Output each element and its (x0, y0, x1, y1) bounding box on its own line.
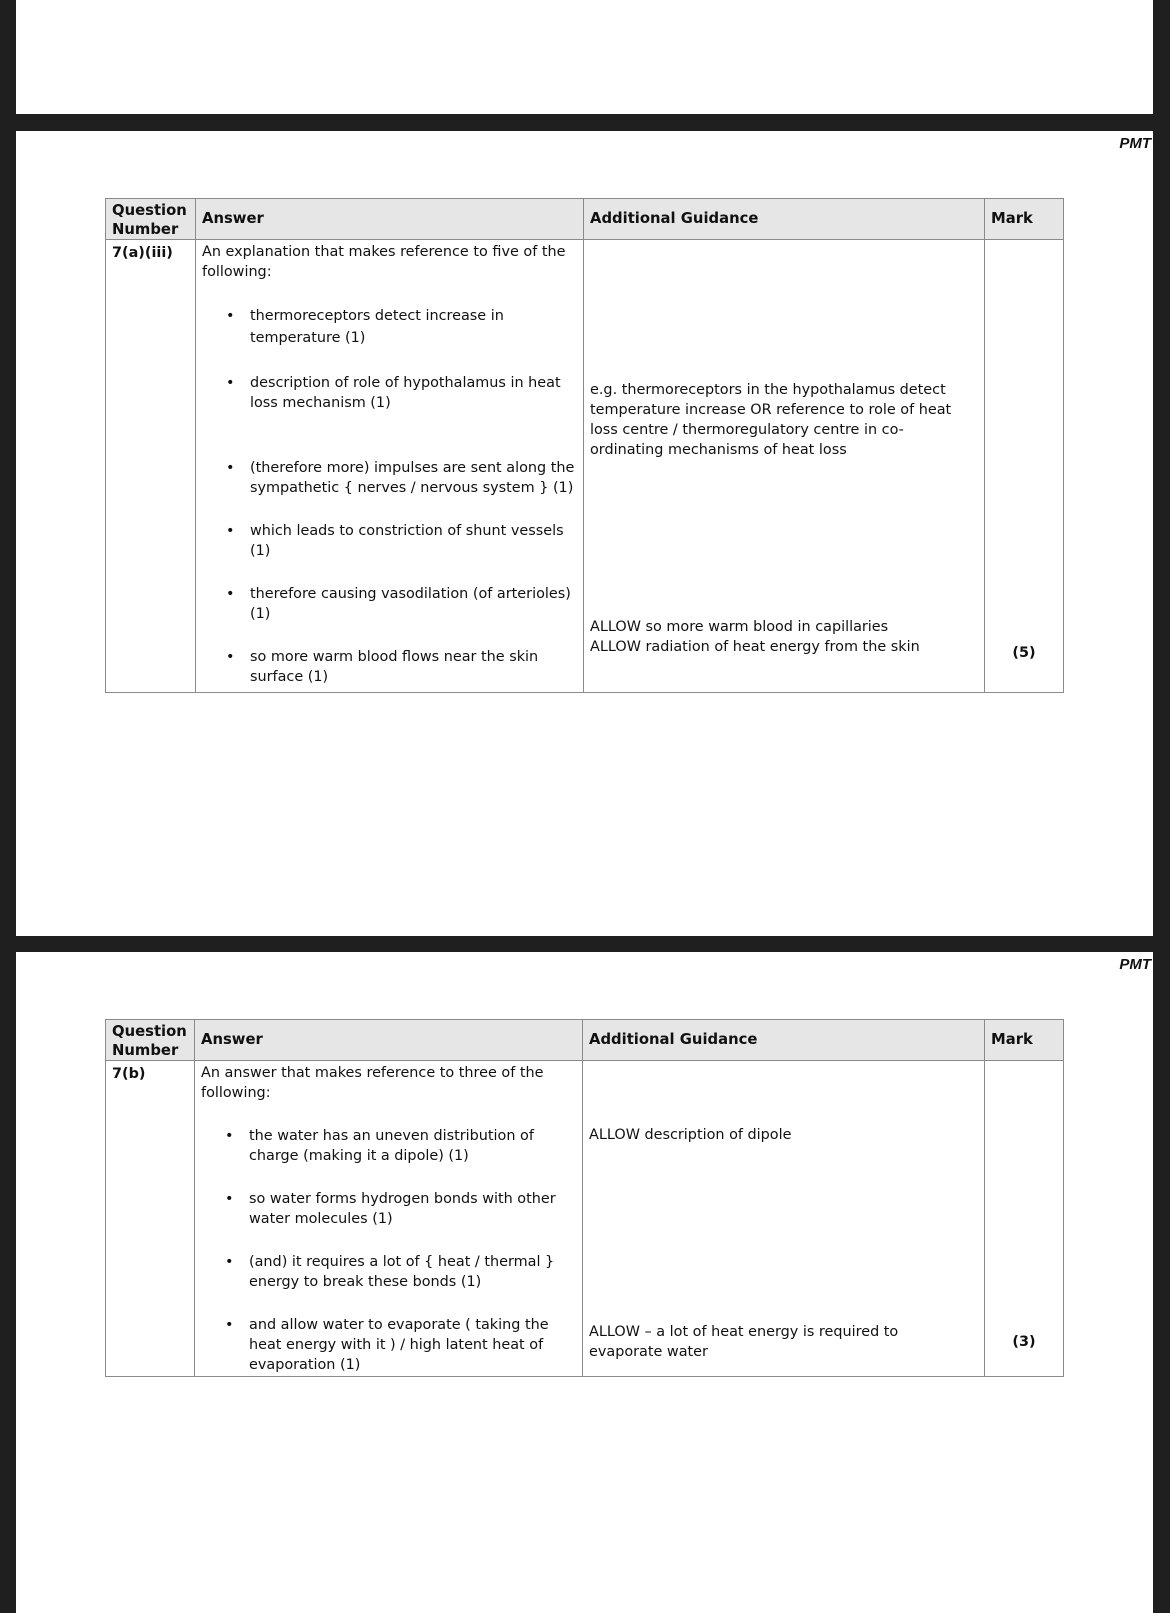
header-mark: Mark (985, 1020, 1064, 1061)
list-item: • thermoreceptors detect increase in temperature (1) (202, 305, 577, 349)
header-additional-guidance: Additional Guidance (583, 1020, 985, 1061)
answer-cell (195, 1061, 583, 1377)
guidance-evaporate: ALLOW – a lot of heat energy is required to evaporate water (589, 1324, 899, 1360)
page-7a-iii (16, 131, 1153, 936)
list-item: • so water forms hydrogen bonds with other water molecules (1) (201, 1189, 576, 1229)
mark-value: (3) (1012, 1334, 1036, 1350)
guidance-cell (583, 1061, 985, 1377)
guidance-radiation: ALLOW radiation of heat energy from the skin (590, 639, 920, 655)
header-question-number: Question Number (106, 1020, 195, 1061)
mark-cell (985, 240, 1064, 693)
list-item: • so more warm blood flows near the skin surface (1) (202, 647, 577, 687)
answer-intro: An answer that makes reference to three of the following: (201, 1065, 544, 1101)
guidance-capillaries: ALLOW so more warm blood in capillaries (590, 619, 889, 635)
header-additional-guidance: Additional Guidance (584, 199, 985, 240)
guidance-cell (584, 240, 985, 693)
list-item: • and allow water to evaporate ( taking the heat energy with it ) / high latent heat of evaporation (1) (201, 1315, 576, 1375)
mark-cell (985, 1061, 1064, 1377)
pmt-header-mark: PMT (1119, 956, 1151, 973)
mark-scheme-table (105, 198, 1064, 693)
list-item: • therefore causing vasodilation (of arterioles) (1) (202, 584, 577, 624)
mark-value: (5) (1012, 645, 1036, 661)
guidance-dipole: ALLOW description of dipole (589, 1127, 792, 1143)
list-item: • description of role of hypothalamus in heat loss mechanism (1) (202, 373, 577, 413)
page-7b (16, 952, 1153, 1613)
list-item: • which leads to constriction of shunt vessels (1) (202, 521, 577, 561)
list-item: • (therefore more) impulses are sent along the sympathetic { nerves / nervous system } (1) (202, 458, 577, 498)
answer-points (201, 1126, 576, 1375)
pmt-header-mark: PMT (1119, 135, 1151, 152)
answer-cell (196, 240, 584, 693)
header-answer: Answer (196, 199, 584, 240)
answer-points (202, 305, 577, 687)
list-item: • the water has an uneven distribution of charge (making it a dipole) (1) (201, 1126, 576, 1166)
guidance-hypothalamus: e.g. thermoreceptors in the hypothalamus detect temperature increase OR reference to role of heat loss centre / thermoregulatory centre in co-ordinating mechanisms of heat loss (590, 382, 952, 458)
question-number-cell (106, 1061, 195, 1377)
question-number: 7(a)(iii) (112, 245, 173, 261)
mark-scheme-table (105, 1019, 1064, 1377)
header-question-number: Question Number (106, 199, 196, 240)
question-number: 7(b) (112, 1066, 146, 1082)
answer-intro: An explanation that makes reference to five of the following: (202, 244, 566, 280)
question-number-cell (106, 240, 196, 693)
page-fragment-top (16, 0, 1153, 114)
header-answer: Answer (195, 1020, 583, 1061)
list-item: • (and) it requires a lot of { heat / thermal } energy to break these bonds (1) (201, 1252, 576, 1292)
header-mark: Mark (985, 199, 1064, 240)
